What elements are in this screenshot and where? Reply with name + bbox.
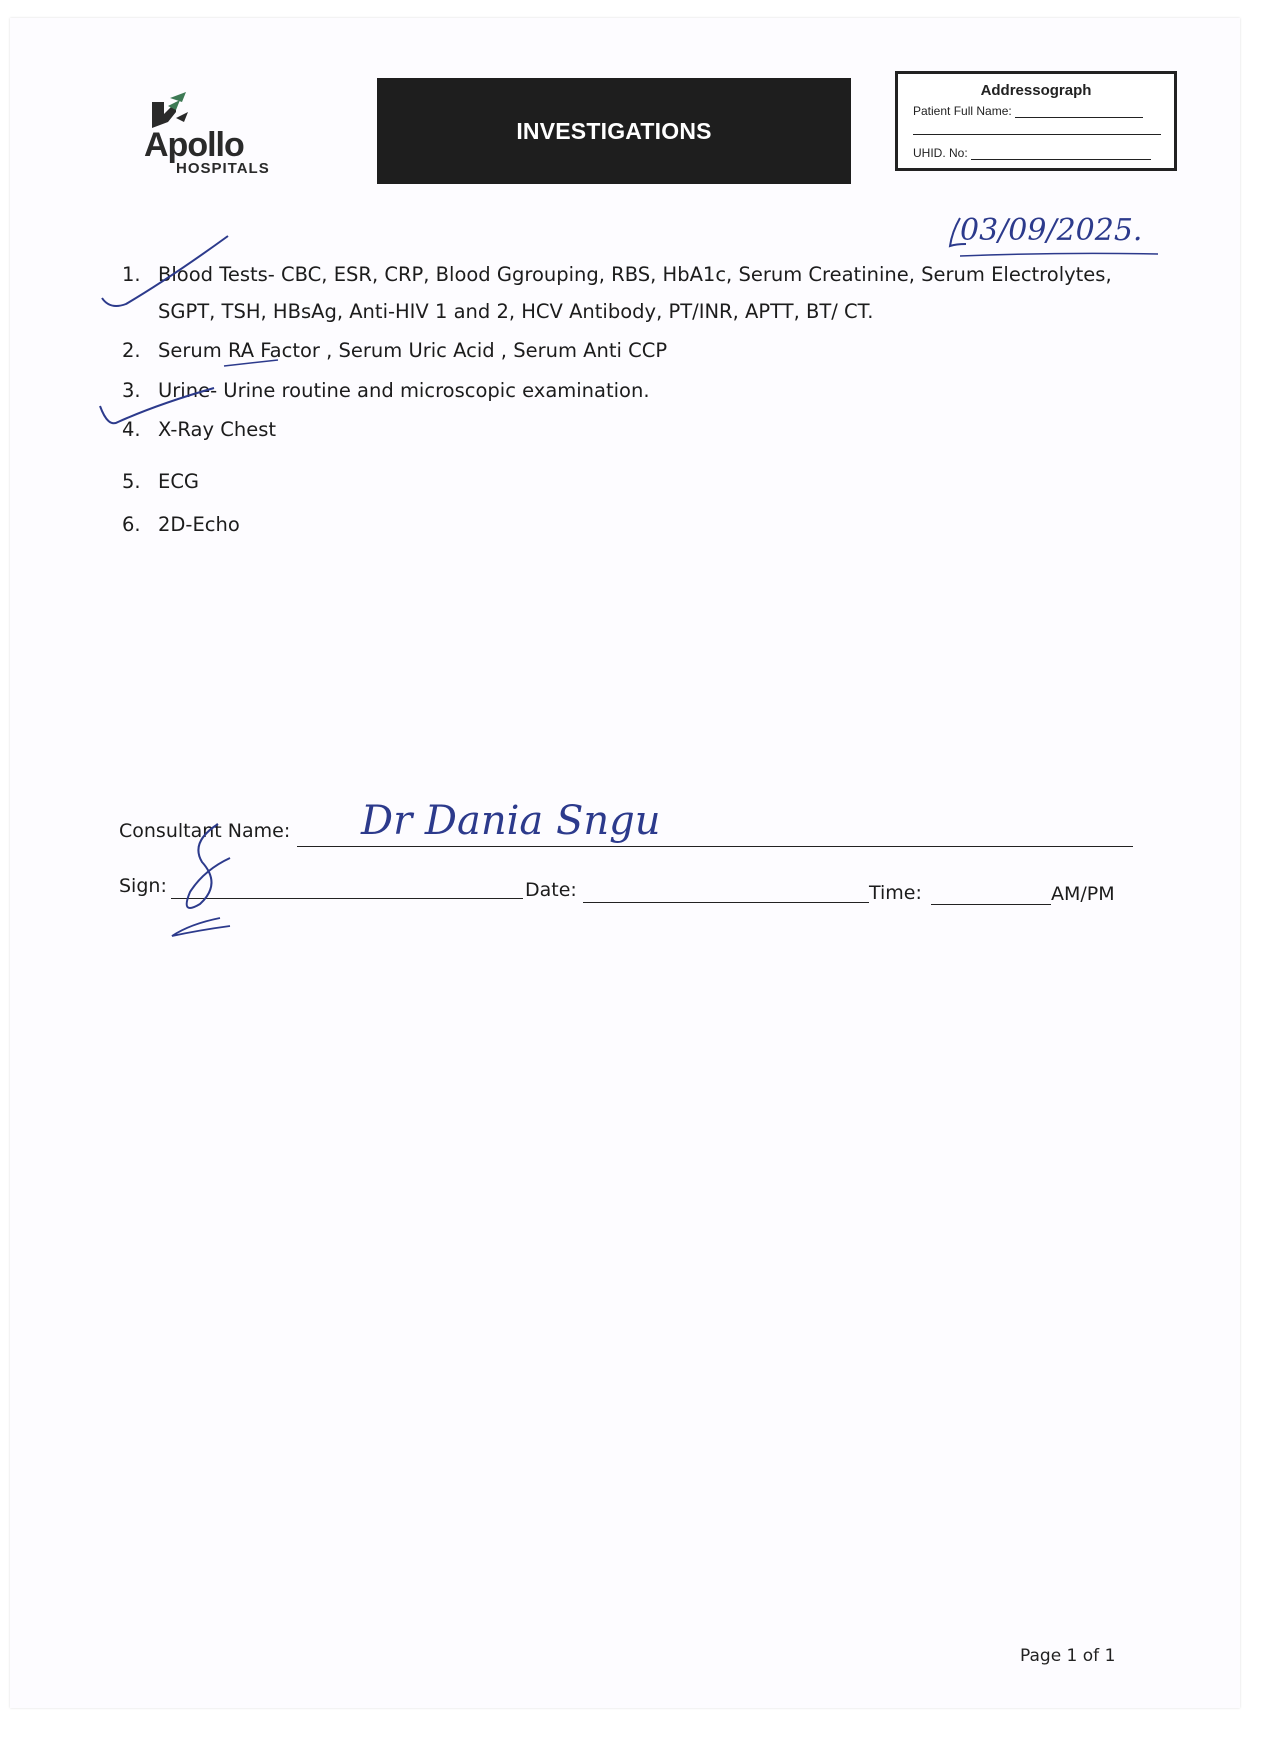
ampm-label: AM/PM	[1051, 883, 1115, 905]
patient-name-rule	[1015, 105, 1143, 118]
list-item	[122, 513, 240, 536]
signature-mark	[160, 818, 250, 938]
list-item-number: 5.	[122, 470, 141, 493]
uhid-field	[913, 146, 1151, 160]
patient-name-rule-2	[913, 134, 1161, 135]
list-item-number: 2.	[122, 339, 141, 362]
uhid-label: UHID. No:	[913, 146, 968, 160]
list-item-continuation	[158, 300, 873, 323]
list-item-number: 1.	[122, 263, 141, 286]
list-item-text: SGPT, TSH, HBsAg, Anti-HIV 1 and 2, HCV Antibody, PT/INR, APTT, BT/ CT.	[158, 300, 874, 323]
time-label: Time:	[869, 882, 922, 904]
list-item-text: 2D-Echo	[158, 513, 240, 536]
page-number: Page 1 of 1	[1020, 1646, 1116, 1666]
patient-name-field	[913, 104, 1143, 118]
addressograph-title: Addressograph	[980, 82, 1092, 99]
checkmark-icon	[100, 228, 240, 318]
apollo-logo	[132, 80, 292, 180]
consultant-name-handwritten: Dr Dania Sngu	[361, 798, 661, 844]
logo-wordmark: Apollo	[144, 126, 244, 164]
list-item	[122, 470, 199, 493]
page-title	[377, 78, 851, 184]
patient-name-label: Patient Full Name:	[913, 104, 1012, 118]
document-page	[10, 18, 1240, 1708]
date-line	[583, 902, 869, 903]
strikethrough-mark	[222, 356, 282, 370]
signature-section	[119, 798, 1139, 928]
date-label: Date:	[525, 879, 577, 901]
list-item-number: 3.	[122, 379, 141, 402]
list-item-text: Serum RA Factor , Serum Uric Acid , Serum Anti CCP	[158, 339, 668, 362]
list-item-text: X-Ray Chest	[158, 418, 277, 441]
date-underline-mark	[960, 250, 1160, 260]
page-title-text: INVESTIGATIONS	[516, 117, 712, 144]
sign-label: Sign:	[119, 875, 167, 897]
list-item-number: 6.	[122, 513, 141, 536]
list-item-number: 4.	[122, 418, 141, 441]
addressograph-box	[895, 71, 1177, 171]
list-item-text: Urine- Urine routine and microscopic examination.	[158, 379, 650, 402]
list-item-text: Blood Tests- CBC, ESR, CRP, Blood Ggrouping, RBS, HbA1c, Serum Creatinine, Serum Electrolytes,	[158, 263, 1112, 286]
logo-subtitle: HOSPITALS	[176, 160, 270, 177]
consultant-name-line	[297, 846, 1133, 847]
time-line	[931, 904, 1051, 905]
list-item	[122, 339, 667, 362]
consultant-name-label: Consultant Name:	[119, 820, 291, 842]
checkmark-icon	[98, 386, 218, 436]
list-item-text: ECG	[158, 470, 200, 493]
uhid-rule	[971, 147, 1151, 160]
list-item	[122, 263, 1112, 286]
handwritten-date: 03/09/2025.	[960, 213, 1143, 248]
